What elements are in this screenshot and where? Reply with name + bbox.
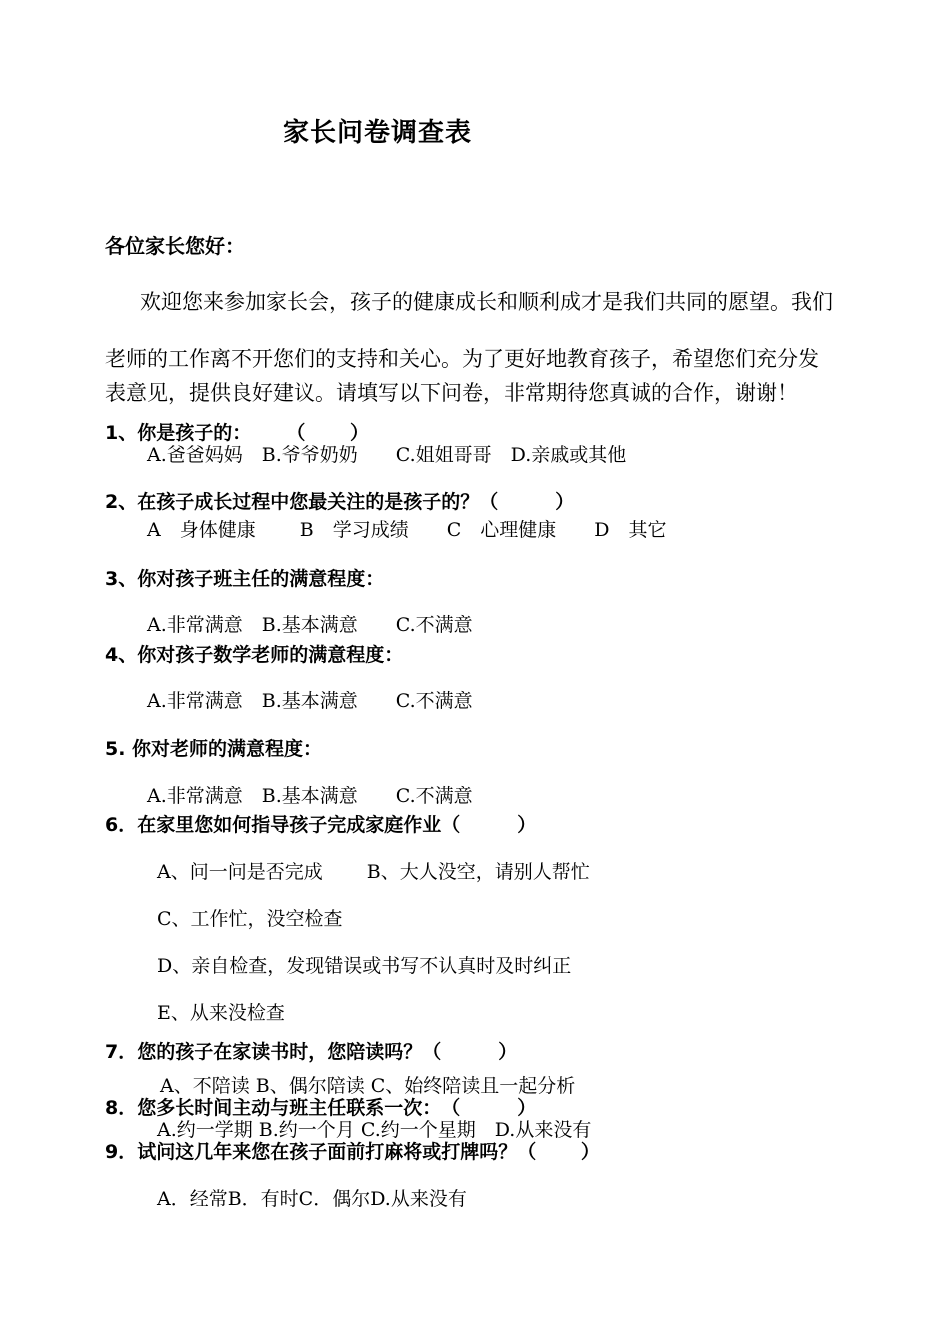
intro-line-3: 表意见，提供良好建议。请填写以下问卷，非常期待您真诚的合作，谢谢！ xyxy=(105,381,798,405)
question-1-options: A.爸爸妈妈 B.爷爷奶奶 C.姐姐哥哥 D.亲戚或其他 xyxy=(147,444,627,466)
question-6-text: 6．在家里您如何指导孩子完成家庭作业（ ） xyxy=(105,814,537,836)
question-2-text: 2、在孩子成长过程中您最关注的是孩子的？（ ） xyxy=(105,491,575,513)
question-9-text: 9．试问这几年来您在孩子面前打麻将或打牌吗？（ ） xyxy=(105,1141,600,1163)
question-2-options: A 身体健康 B 学习成绩 C 心理健康 D 其它 xyxy=(147,519,667,541)
question-7-text: 7．您的孩子在家读书时，您陪读吗？（ ） xyxy=(105,1041,518,1063)
question-5-options: A.非常满意 B.基本满意 C.不满意 xyxy=(147,785,473,807)
question-1-text: 1、你是孩子的： （ ） xyxy=(105,422,369,444)
intro-line-1: 欢迎您来参加家长会，孩子的健康成长和顺利成才是我们共同的愿望。我们 xyxy=(140,290,833,314)
question-3-text: 3、你对孩子班主任的满意程度： xyxy=(105,568,385,590)
question-5-text: 5. 你对老师的满意程度： xyxy=(105,738,323,760)
question-6-option-d: D、亲自检查，发现错误或书写不认真时及时纠正 xyxy=(157,955,572,977)
intro-line-2: 老师的工作离不开您们的支持和关心。为了更好地教育孩子，希望您们充分发 xyxy=(105,347,819,371)
page-title: 家长问卷调查表 xyxy=(283,118,473,148)
question-6-option-e: E、从来没检查 xyxy=(157,1002,285,1024)
question-8-options: A.约一学期 B.约一个月 C.约一个星期 D.从来没有 xyxy=(157,1119,592,1141)
question-4-options: A.非常满意 B.基本满意 C.不满意 xyxy=(147,690,473,712)
question-3-options: A.非常满意 B.基本满意 C.不满意 xyxy=(147,614,473,636)
question-6-option-a-b: A、问一问是否完成 B、大人没空，请别人帮忙 xyxy=(157,861,590,883)
greeting: 各位家长您好： xyxy=(105,234,245,258)
question-6-option-c: C、工作忙，没空检查 xyxy=(157,908,343,930)
question-8-text: 8．您多长时间主动与班主任联系一次： （ ） xyxy=(105,1097,537,1119)
question-7-options: A、不陪读 B、偶尔陪读 C、始终陪读且一起分析 xyxy=(160,1075,576,1097)
question-4-text: 4、你对孩子数学老师的满意程度： xyxy=(105,644,404,666)
question-9-options: A．经常B．有时C．偶尔D.从来没有 xyxy=(157,1188,467,1210)
